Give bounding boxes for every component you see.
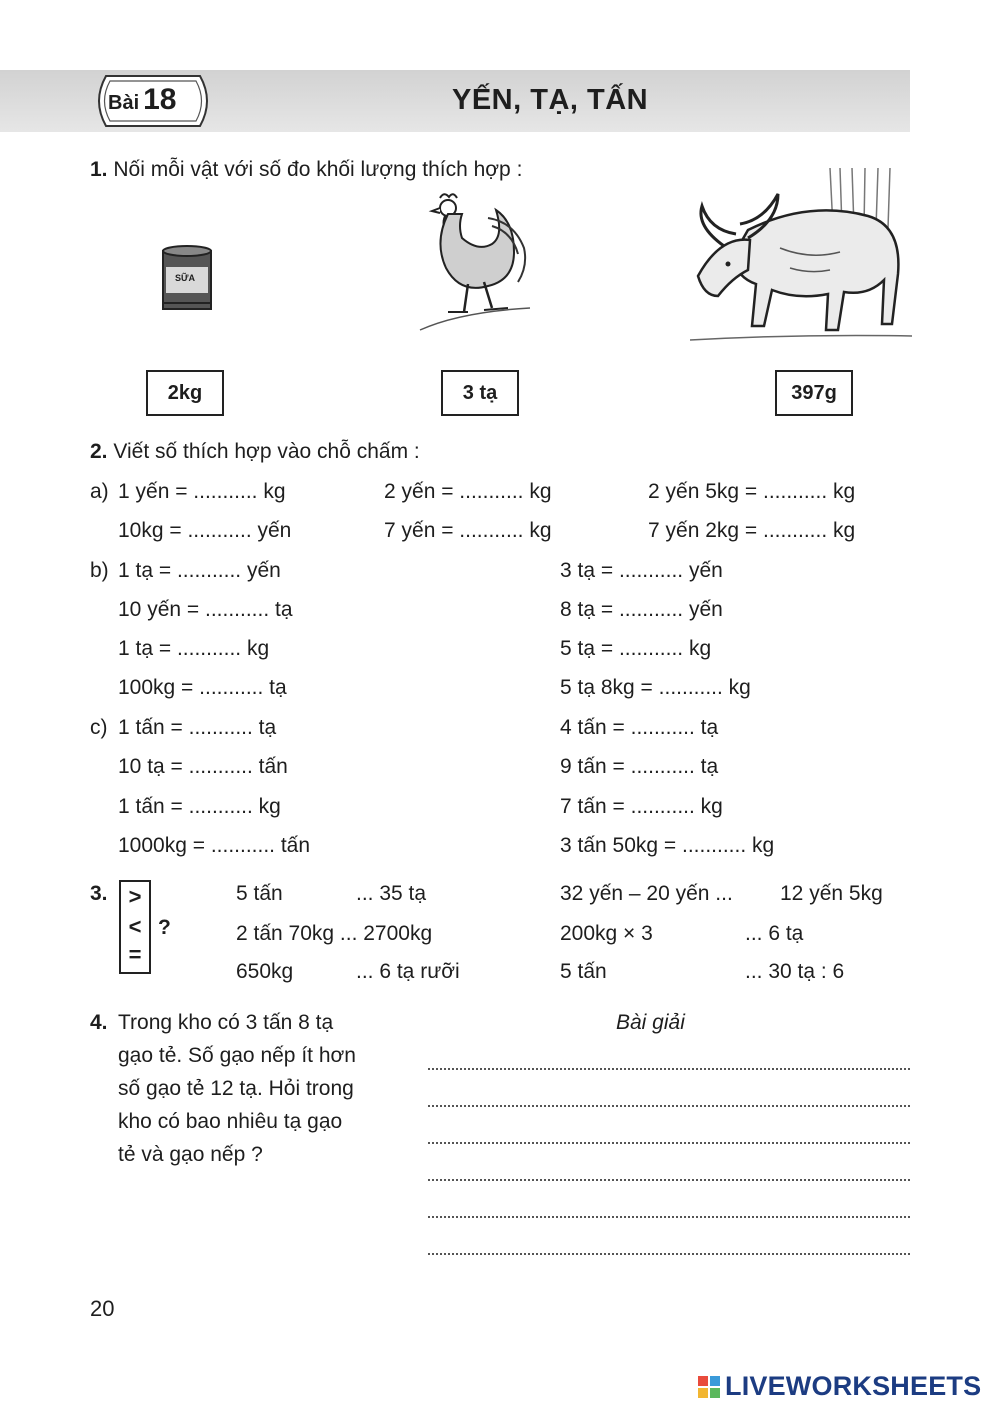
part-b-item[interactable]: 1 tạ = ........... yến <box>118 559 281 582</box>
equals-symbol: = <box>128 942 142 967</box>
part-c-item[interactable]: 9 tấn = ........... tạ <box>560 755 719 778</box>
part-b-item[interactable]: 100kg = ........... tạ <box>118 676 287 699</box>
solution-heading: Bài giải <box>616 1011 685 1034</box>
problem-line: kho có bao nhiêu tạ gạo <box>118 1110 343 1133</box>
weight-box-3[interactable]: 397g <box>775 370 853 416</box>
compare-right-a: 5 tấn <box>560 960 607 983</box>
compare-left-b[interactable]: ... 35 tạ <box>356 882 427 905</box>
part-c-item[interactable]: 10 tạ = ........... tấn <box>118 755 288 778</box>
exercise-2-instruction: Viết số thích hợp vào chỗ chấm : <box>113 440 420 463</box>
compare-left-a: 650kg <box>236 960 294 983</box>
part-a-item[interactable]: 2 yến 5kg = ........... kg <box>648 480 856 503</box>
logo-squares-icon <box>697 1375 721 1399</box>
part-c-item[interactable]: 7 tấn = ........... kg <box>560 795 723 818</box>
part-b-item[interactable]: 5 tạ = ........... kg <box>560 637 712 660</box>
compare-right-b: 12 yến 5kg <box>780 882 883 905</box>
part-a-label: a) <box>90 480 109 503</box>
exercise-3-number: 3. <box>90 882 108 905</box>
problem-line: Trong kho có 3 tấn 8 tạ <box>118 1011 334 1034</box>
part-c-item[interactable]: 4 tấn = ........... tạ <box>560 716 719 739</box>
page-number: 20 <box>90 1296 115 1321</box>
problem-line: tẻ và gạo nếp ? <box>118 1143 263 1166</box>
part-b-item[interactable]: 8 tạ = ........... yến <box>560 598 723 621</box>
part-b-item[interactable]: 1 tạ = ........... kg <box>118 637 270 660</box>
compare-right-a[interactable]: 32 yến – 20 yến ... <box>560 882 733 905</box>
answer-line[interactable] <box>428 1105 910 1107</box>
answer-line[interactable] <box>428 1216 910 1218</box>
part-b-item[interactable]: 10 yến = ........... tạ <box>118 598 293 621</box>
part-c-label: c) <box>90 716 108 739</box>
part-b-item[interactable]: 3 tạ = ........... yến <box>560 559 723 582</box>
part-a-item[interactable]: 10kg = ........... yến <box>118 519 292 542</box>
part-c-item[interactable]: 1 tấn = ........... tạ <box>118 716 277 739</box>
part-a-item[interactable]: 7 yến = ........... kg <box>384 519 552 542</box>
exercise-2-number: 2. <box>90 440 108 463</box>
compare-right-a: 200kg × 3 <box>560 922 653 945</box>
lesson-badge <box>108 83 177 117</box>
compare-right-b[interactable]: ... 30 tạ : 6 <box>745 960 845 983</box>
buffalo-icon <box>690 168 915 343</box>
rooster-icon <box>418 190 533 332</box>
answer-line[interactable] <box>428 1142 910 1144</box>
exercise-4-number: 4. <box>90 1011 108 1034</box>
problem-line: số gạo tẻ 12 tạ. Hỏi trong <box>118 1077 354 1100</box>
liveworksheets-logo <box>697 1371 981 1402</box>
part-b-item[interactable]: 5 tạ 8kg = ........... kg <box>560 676 751 699</box>
exercise-1-instruction: Nối mỗi vật với số đo khối lượng thích hợp : <box>113 158 523 181</box>
compare-left-a: 5 tấn <box>236 882 283 905</box>
answer-line[interactable] <box>428 1253 910 1255</box>
lesson-label: Bài <box>108 92 140 114</box>
part-c-item[interactable]: 3 tấn 50kg = ........... kg <box>560 834 775 857</box>
page-title: YẾN, TẠ, TẤN <box>452 84 649 116</box>
weight-box-2[interactable]: 3 tạ <box>441 370 519 416</box>
milk-can-label: SỮA <box>175 273 195 283</box>
greater-than-symbol: > <box>128 884 142 909</box>
part-c-item[interactable]: 1 tấn = ........... kg <box>118 795 281 818</box>
part-a-item[interactable]: 2 yến = ........... kg <box>384 480 552 503</box>
logo-text: LIVEWORKSHEETS <box>725 1371 982 1401</box>
compare-symbols-box <box>119 880 151 974</box>
lesson-number: 18 <box>143 83 177 116</box>
exercise-2-heading <box>90 440 420 464</box>
part-a-item[interactable]: 7 yến 2kg = ........... kg <box>648 519 856 542</box>
part-a-item[interactable]: 1 yến = ........... kg <box>118 480 286 503</box>
exercise-1-number: 1. <box>90 158 108 181</box>
question-mark: ? <box>158 916 171 939</box>
answer-line[interactable] <box>428 1179 910 1181</box>
part-b-label: b) <box>90 559 109 582</box>
part-c-item[interactable]: 1000kg = ........... tấn <box>118 834 311 857</box>
exercise-1-heading <box>90 158 522 182</box>
less-than-symbol: < <box>128 914 142 939</box>
milk-can-image <box>160 245 214 313</box>
problem-line: gạo tẻ. Số gạo nếp ít hơn <box>118 1044 356 1067</box>
answer-line[interactable] <box>428 1068 910 1070</box>
compare-right-b[interactable]: ... 6 tạ <box>745 922 804 945</box>
compare-left-a[interactable]: 2 tấn 70kg ... 2700kg <box>236 922 433 945</box>
weight-box-1[interactable]: 2kg <box>146 370 224 416</box>
compare-left-b[interactable]: ... 6 tạ rưỡi <box>356 960 460 983</box>
